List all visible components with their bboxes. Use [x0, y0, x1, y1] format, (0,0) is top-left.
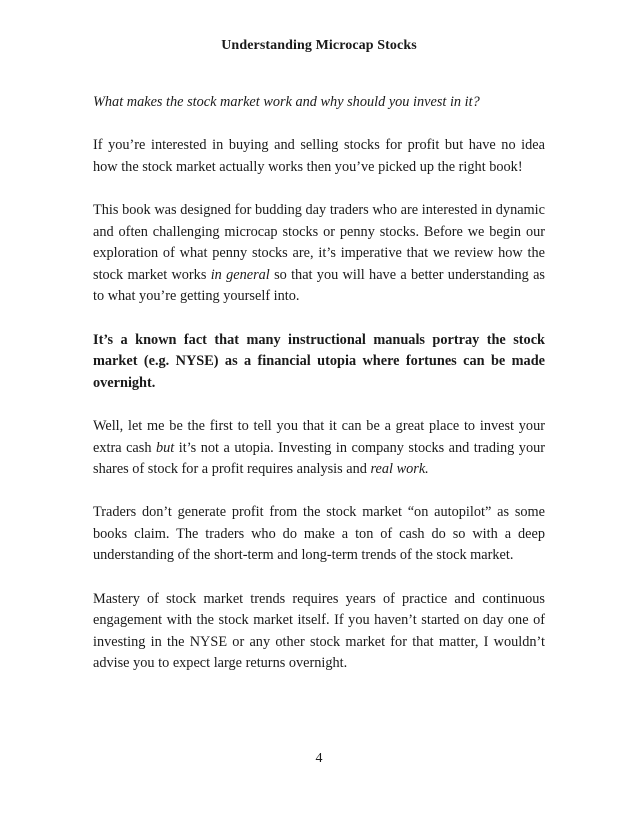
paragraph-bold-statement: It’s a known fact that many instructional manuals portray the stock market (e.g. NYSE) as a financial utopia where fortunes can be made overnight. [93, 331, 545, 391]
paragraph-text: so that you will have a better understanding as to what you’re getting yourself into. [93, 266, 545, 305]
paragraph-text: it’s not a utopia. Investing in company stocks and trading your shares of stock for a profit requires analysis and [93, 439, 546, 478]
paragraph-traders: Traders don’t generate profit from the stock market “on autopilot” as some books claim. The traders who do make a ton of cash do so with a deep understanding of the short-term and long-term trends of the stock market. [93, 504, 545, 564]
paragraph-text: This book was designed for budding day traders who are interested in dynamic and often challenging microcap stocks or penny stocks. Before we begin our exploration of what penny stocks are, it’s imperative that we review how the stock market works [93, 201, 545, 283]
paragraph-intro: If you’re interested in buying and selling stocks for profit but have no idea how the stock market actually works then you’ve picked up the right book! [93, 137, 545, 175]
lead-question: What makes the stock market work and why should you invest in it? [93, 94, 480, 110]
paragraph-not-utopia [93, 416, 545, 481]
body-text [93, 92, 545, 697]
running-header: Understanding Microcap Stocks [221, 38, 417, 53]
paragraph-book-purpose [93, 200, 545, 308]
paragraph-text: Well, let me be the first to tell you that it can be a great place to invest your extra cash [93, 417, 545, 456]
emphasis-text: in general [210, 266, 270, 283]
emphasis-text: but [155, 439, 175, 456]
page-number: 4 [315, 751, 323, 766]
emphasis-text: real work. [370, 461, 429, 478]
paragraph-mastery: Mastery of stock market trends requires years of practice and continuous engagement with the stock market itself. If you haven’t started on day one of investing in the NYSE or any other stock market for that matter, I wouldn’t advise you to expect large returns overnight. [93, 590, 545, 672]
